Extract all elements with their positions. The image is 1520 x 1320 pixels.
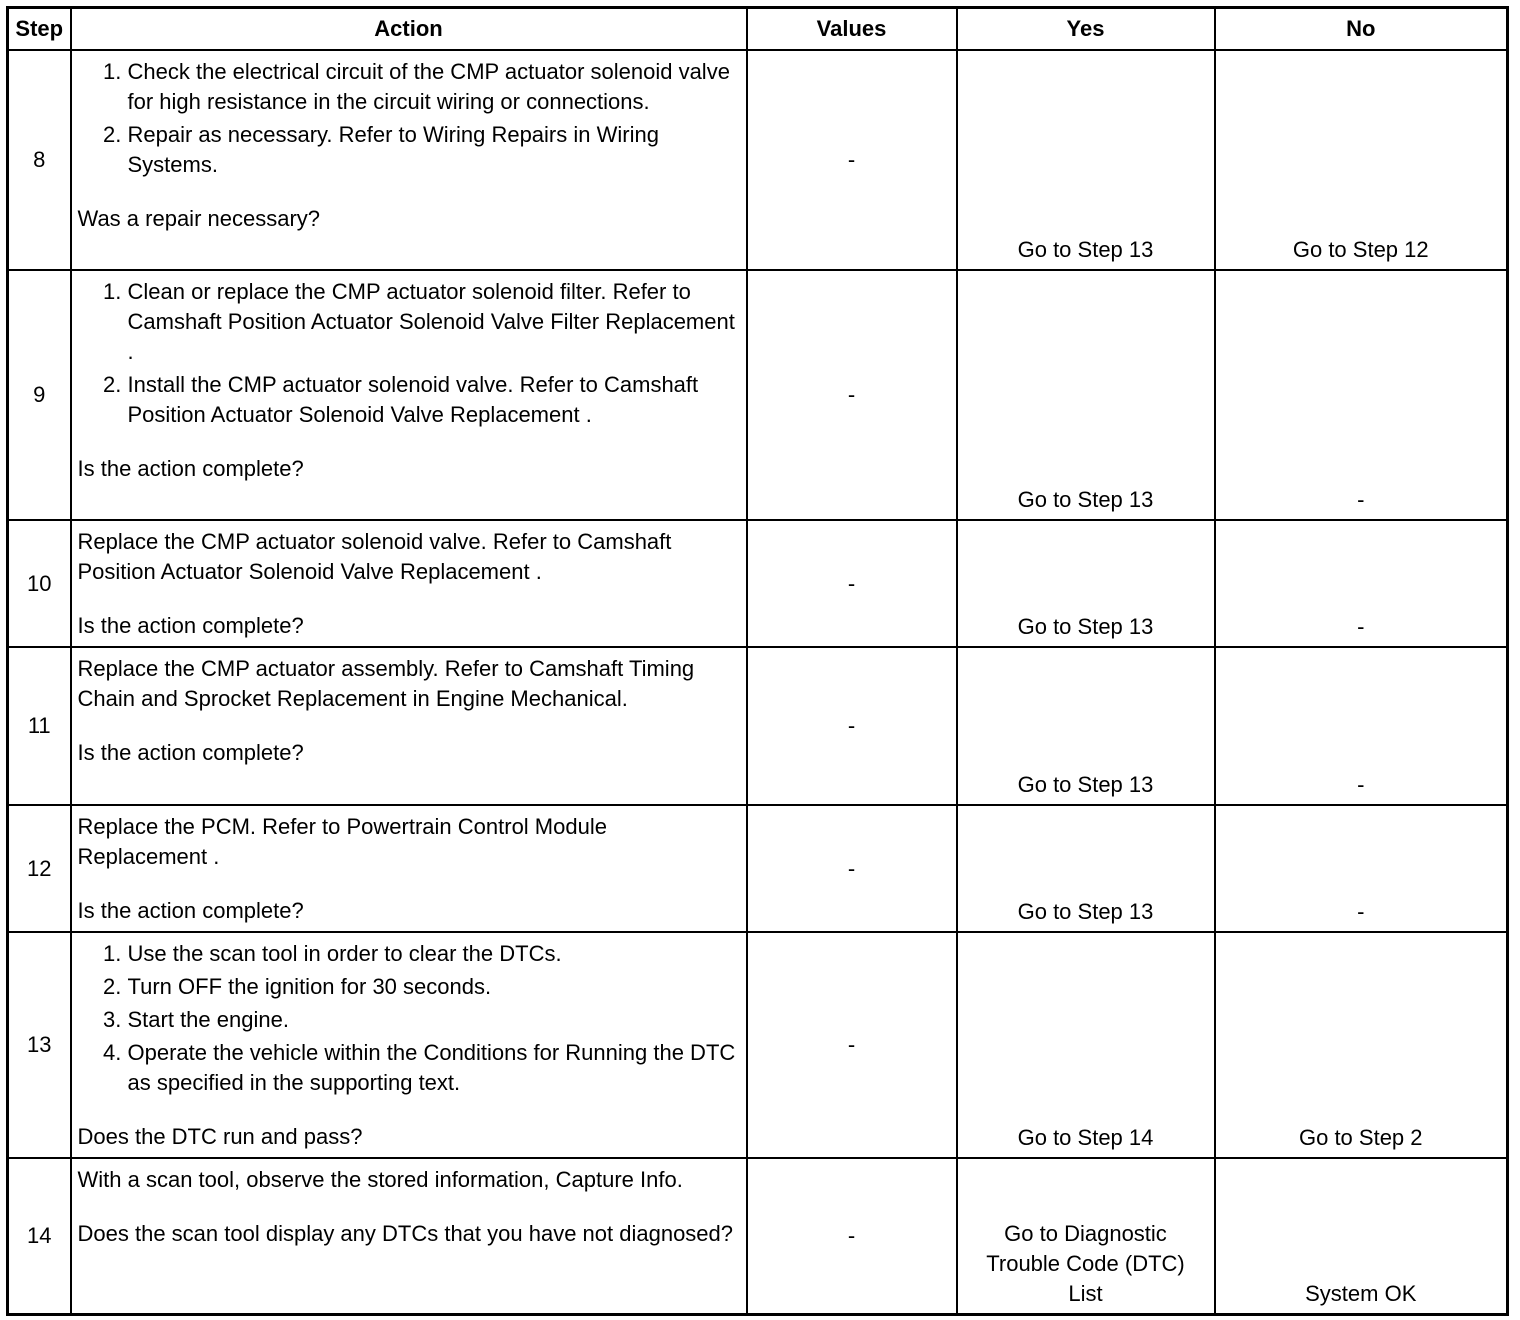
action-step-item: 2. Turn OFF the ignition for 30 seconds. — [128, 972, 740, 1002]
step-number: 14 — [8, 1158, 71, 1314]
action-question: Is the action complete? — [77, 613, 304, 638]
header-yes: Yes — [957, 8, 1215, 51]
action-step-item: 1. Use the scan tool in order to clear the DTCs. — [128, 939, 740, 969]
action-step-item: 1. Check the electrical circuit of the CMP actuator solenoid valve for high resistance in the circuit wiring or connections. — [128, 57, 740, 117]
step-number: 11 — [8, 647, 71, 805]
step-number: 13 — [8, 932, 71, 1158]
values-cell: - — [747, 270, 957, 520]
header-row — [8, 8, 1508, 51]
table-row — [8, 1158, 1508, 1314]
yes-text: Go to Step 14 — [1017, 1125, 1154, 1150]
step-number: 10 — [8, 520, 71, 647]
yes-cell — [957, 932, 1215, 1158]
values-cell: - — [747, 520, 957, 647]
header-no: No — [1215, 8, 1508, 51]
header-step: Step — [8, 8, 71, 51]
action-text: Replace the CMP actuator assembly. Refer to Camshaft Timing Chain and Sprocket Replacement in Engine Mechanical. — [77, 656, 695, 711]
no-cell: - — [1215, 520, 1508, 647]
step-number: 8 — [8, 50, 71, 270]
no-cell: - — [1215, 805, 1508, 932]
values-cell: - — [747, 1158, 957, 1314]
values-cell: - — [747, 50, 957, 270]
values-cell: - — [747, 647, 957, 805]
values-cell: - — [747, 805, 957, 932]
action-text: Replace the PCM. Refer to Powertrain Control Module Replacement . — [77, 814, 607, 869]
action-steps-list — [78, 939, 740, 1098]
action-cell — [71, 932, 747, 1158]
yes-text: Go to Step 13 — [1017, 487, 1154, 512]
action-step-item: 3. Start the engine. — [128, 1005, 740, 1035]
yes-cell — [957, 1158, 1215, 1314]
action-question: Was a repair necessary? — [77, 206, 321, 231]
no-cell: Go to Step 12 — [1215, 50, 1508, 270]
header-values: Values — [747, 8, 957, 51]
action-cell — [71, 1158, 747, 1314]
yes-cell — [957, 520, 1215, 647]
action-cell — [71, 520, 747, 647]
action-cell — [71, 50, 747, 270]
header-action: Action — [71, 8, 747, 51]
action-cell — [71, 805, 747, 932]
action-steps-list — [78, 277, 740, 430]
no-cell: - — [1215, 647, 1508, 805]
table-row — [8, 270, 1508, 520]
action-steps-list — [78, 57, 740, 180]
table-row — [8, 932, 1508, 1158]
yes-cell — [957, 647, 1215, 805]
yes-text: Go to Step 13 — [1017, 237, 1154, 262]
action-text: With a scan tool, observe the stored information, Capture Info. — [77, 1167, 683, 1192]
action-text: Replace the CMP actuator solenoid valve. Refer to Camshaft Position Actuator Solenoid Valve Replacement . — [77, 529, 672, 584]
action-cell — [71, 647, 747, 805]
action-step-item: 4. Operate the vehicle within the Conditions for Running the DTC as specified in the supporting text. — [128, 1038, 740, 1098]
table-row — [8, 520, 1508, 647]
yes-cell — [957, 50, 1215, 270]
no-cell: Go to Step 2 — [1215, 932, 1508, 1158]
step-number: 12 — [8, 805, 71, 932]
action-question: Does the scan tool display any DTCs that you have not diagnosed? — [77, 1221, 734, 1246]
yes-text: Go to Diagnostic Trouble Code (DTC) List — [986, 1220, 1185, 1306]
diagnostic-table — [6, 6, 1509, 1316]
table-row — [8, 805, 1508, 932]
step-number: 9 — [8, 270, 71, 520]
yes-text: Go to Step 13 — [1017, 614, 1154, 639]
yes-cell — [957, 270, 1215, 520]
no-cell: - — [1215, 270, 1508, 520]
yes-cell — [957, 805, 1215, 932]
action-question: Is the action complete? — [77, 456, 304, 481]
table-row — [8, 50, 1508, 270]
action-question: Is the action complete? — [77, 740, 304, 765]
action-cell — [71, 270, 747, 520]
no-cell: System OK — [1215, 1158, 1508, 1314]
action-step-item: 1. Clean or replace the CMP actuator solenoid filter. Refer to Camshaft Position Actuator Solenoid Valve Filter Replacement . — [128, 277, 740, 367]
action-step-item: 2. Repair as necessary. Refer to Wiring Repairs in Wiring Systems. — [128, 120, 740, 180]
values-cell: - — [747, 932, 957, 1158]
table-row — [8, 647, 1508, 805]
yes-text: Go to Step 13 — [1017, 772, 1154, 797]
action-question: Is the action complete? — [77, 898, 304, 923]
yes-text: Go to Step 13 — [1017, 899, 1154, 924]
action-step-item: 2. Install the CMP actuator solenoid valve. Refer to Camshaft Position Actuator Solenoid Valve Replacement . — [128, 370, 740, 430]
action-question: Does the DTC run and pass? — [77, 1124, 363, 1149]
